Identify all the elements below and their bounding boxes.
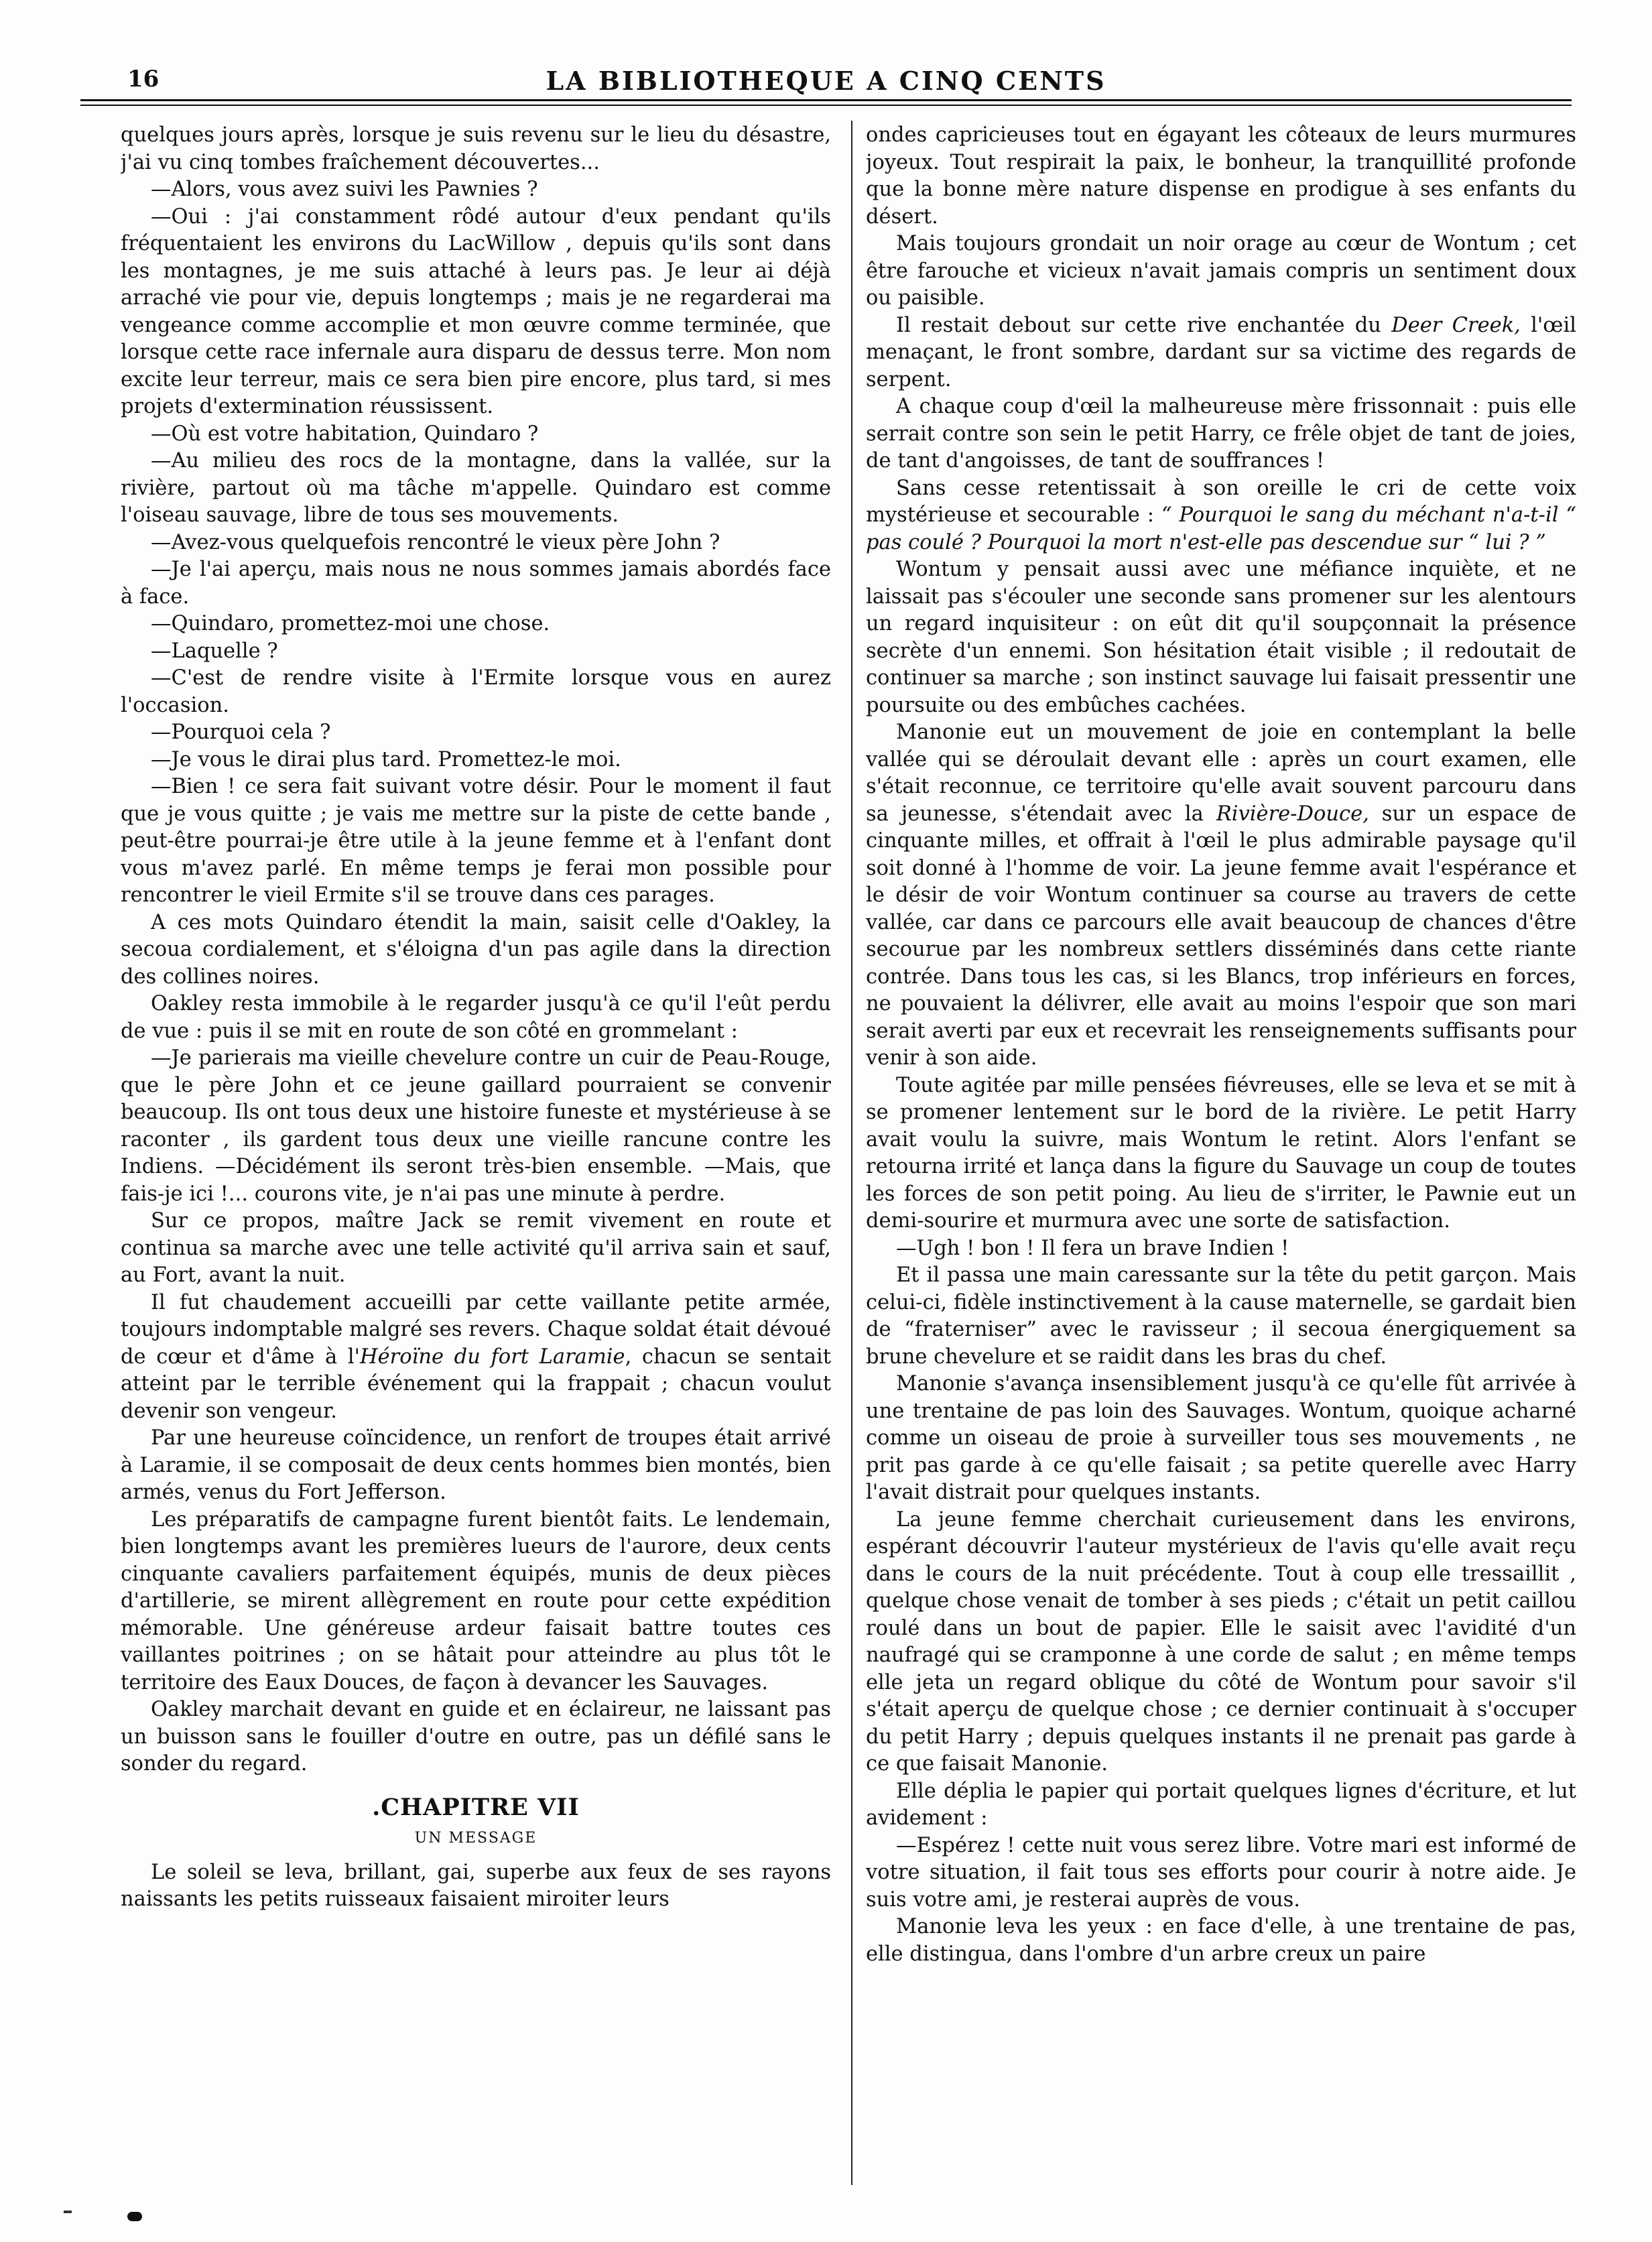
italic-place: Deer Creek, <box>1391 313 1521 337</box>
text-run: Il fut chaudement accueilli par cette vaillante petite armée, toujours indomptable malgré ses revers. Chaque soldat était dévoué de cœur et d'âme à l' <box>121 1290 831 1369</box>
paragraph: —Alors, vous avez suivi les Pawnies ? <box>151 178 538 201</box>
paragraph: A ces mots Quindaro étendit la main, saisit celle d'Oakley, la secoua cordialement, et s'éloigna d'un pas agile dans la direction des collines noires. <box>121 910 831 989</box>
text-run: Il restait debout sur cette rive enchantée du <box>896 313 1392 337</box>
paragraph <box>121 1290 831 1426</box>
paragraph: quelques jours après, lorsque je suis revenu sur le lieu du désastre, j'ai vu cinq tombes fraîchement découvertes... <box>121 123 831 174</box>
paragraph: Le soleil se leva, brillant, gai, superbe aux feux de ses rayons naissants les petits ruisseaux faisaient miroiter leurs <box>121 1860 831 1911</box>
header-rule-top <box>80 99 1572 101</box>
paragraph: Manonie leva les yeux : en face d'elle, à une trentaine de pas, elle distingua, dans l'ombre d'un arbre creux un paire <box>866 1915 1576 1966</box>
chapter-title: .CHAPITRE VII <box>372 1793 580 1821</box>
paragraph: ondes capricieuses tout en égayant les côteaux de leurs murmures joyeux. Tout respirait la paix, le bonheur, la tranquillité profonde que la bonne mère nature dispense en prodigue à ses enfants du désert. <box>866 123 1576 229</box>
page-number: 16 <box>127 66 160 92</box>
paragraph: Mais toujours grondait un noir orage au cœur de Wontum ; cet être farouche et vicieux n'avait jamais compris un sentiment doux ou paisible. <box>866 232 1576 310</box>
paragraph: La jeune femme cherchait curieusement dans les environs, espérant découvrir l'auteur mystérieux de l'avis qu'elle avait reçu dans le cours de la nuit précédente. Tout à coup elle tressaillit , quelque chose venait de tomber à ses pieds ; c'était un petit caillou roulé dans un bout de papier. Elle le saisit avec l'avidité d'un naufragé qui se cramponne à une corde de salut ; en même temps elle jeta un regard oblique du côté de Wontum pour savoir s'il s'était aperçu de quelque chose ; ce dernier continuait à s'occuper du petit Harry ; depuis quelques instants il ne prenait pas garde à ce que faisait Manonie. <box>866 1507 1576 1776</box>
paragraph: —C'est de rendre visite à l'Ermite lorsque vous en aurez l'occasion. <box>121 666 831 717</box>
italic-place: Rivière-Douce, <box>1216 802 1369 826</box>
paragraph: —Avez-vous quelquefois rencontré le vieux père John ? <box>151 530 720 554</box>
paragraph: —Je parierais ma vieille chevelure contre un cuir de Peau-Rouge, que le père John et ce jeune gaillard pourraient se convenir beaucoup. Ils ont tous deux une histoire funeste et mystérieuse à se raconter , ils gardent tous deux une vieille rancune contre les Indiens. —Décidément ils seront très-bien ensemble. —Mais, que fais-je ici !... courons vite, je n'ai pas une minute à perdre. <box>121 1046 831 1206</box>
text-run: Manonie eut un mouvement de joie en contemplant la belle vallée qui se déroulait devant elle : après un court examen, elle s'était reconnue, ce territoire qu'elle avait souvent parcouru dans sa jeunesse, s'étendait avec la <box>866 721 1576 826</box>
column-divider <box>851 121 852 2185</box>
page-header <box>80 60 1572 101</box>
italic-quote: “ Pourquoi le sang du méchant n'a-t-il “ pas coulé ? Pourquoi la mort n'est-elle pas descendue sur “ lui ? ” <box>866 503 1576 554</box>
paragraph <box>866 312 1576 394</box>
print-speck <box>64 2210 72 2213</box>
paragraph: Manonie s'avança insensiblement jusqu'à ce qu'elle fût arrivée à une trentaine de pas loin des Sauvages. Wontum, quoique acharné comme un oiseau de proie à surveiller tous ses mouvements , ne prit pas garde à ce qu'elle faisait ; sa petite querelle avec Harry l'avait distrait pour quelques instants. <box>866 1372 1576 1504</box>
italic-title: Héroïne du fort Laramie <box>359 1345 625 1369</box>
paragraph: —Oui : j'ai constamment rôdé autour d'eux pendant qu'ils fréquentaient les environs du LacWillow , depuis qu'ils sont dans les montagnes, je me suis attaché à leurs pas. Je leur ai déjà arraché vie pour vie, depuis longtemps ; mais je ne regarderai ma vengeance comme accomplie et mon œuvre comme terminée, que lorsque cette race infernale aura disparu de dessus terre. Mon nom excite leur terreur, mais ce sera bien pire encore, plus tard, si mes projets d'extermination réussissent. <box>121 204 831 418</box>
paragraph: —Bien ! ce sera fait suivant votre désir. Pour le moment il faut que je vous quitte ; je vais me mettre sur la piste de cette bande , peut-être pourrai-je être utile à la jeune femme et à l'enfant dont vous m'avez parlé. En même temps je ferai mon possible pour rencontrer le vieil Ermite s'il se trouve dans ces parages. <box>121 775 831 907</box>
ink-blot <box>127 2212 142 2221</box>
text-run: sur un espace de cinquante milles, et offrait à l'œil le plus admirable paysage qu'il soit donné à l'homme de voir. La jeune femme avait l'espérance et le désir de voir Wontum continuer sa course au travers de cette vallée, car dans ce parcours elle avait beaucoup de chances d'être secourue par les nombreux settlers disséminés dans cette riante contrée. Dans tous les cas, si les Blancs, trop inférieurs en forces, ne pouvaient la délivrer, elle avait au moins l'espoir que son mari serait averti par eux et recevrait les renseignements suffisants pour venir à son aide. <box>866 802 1576 1070</box>
paragraph: Et il passa une main caressante sur la tête du petit garçon. Mais celui-ci, fidèle instinctivement à la cause maternelle, se gardait bien de “fraterniser” avec le ravisseur ; il secoua énergiquement sa brune chevelure et se raidit dans les bras du chef. <box>866 1263 1576 1369</box>
paragraph <box>866 719 1576 1072</box>
text-run: l'œil menaçant, le front sombre, dardant sur sa victime des regards de serpent. <box>866 313 1576 391</box>
paragraph: Elle déplia le papier qui portait quelques lignes d'écriture, et lut avidement : <box>866 1779 1576 1830</box>
paragraph: A chaque coup d'œil la malheureuse mère frissonnait : puis elle serrait contre son sein le petit Harry, ce frêle objet de tant de joies, de tant d'angoisses, de tant de souffrances ! <box>866 395 1576 473</box>
text-run: , chacun se sentait atteint par le terrible événement qui la frappait ; chacun voulut devenir son vengeur. <box>121 1345 831 1423</box>
paragraph: —Laquelle ? <box>151 639 278 663</box>
paragraph: —Espérez ! cette nuit vous serez libre. Votre mari est informé de votre situation, il fait tous ses efforts pour courir à notre aide. Je suis votre ami, je resterai auprès de vous. <box>866 1833 1576 1912</box>
paragraph: Oakley resta immobile à le regarder jusqu'à ce qu'il l'eût perdu de vue : puis il se mit en route de son côté en grommelant : <box>121 992 831 1043</box>
paragraph: Oakley marchait devant en guide et en éclaireur, ne laissant pas un buisson sans le fouiller d'outre en outre, pas un défilé sans le sonder du regard. <box>121 1698 831 1776</box>
paragraph: —Pourquoi cela ? <box>151 721 331 744</box>
paragraph: Par une heureuse coïncidence, un renfort de troupes était arrivé à Laramie, il se composait de deux cents hommes bien montés, bien armés, venus du Fort Jefferson. <box>121 1426 831 1504</box>
paragraph: Sur ce propos, maître Jack se remit vivement en route et continua sa marche avec une telle activité qu'il arriva sain et sauf, au Fort, avant la nuit. <box>121 1209 831 1287</box>
paragraph: —Où est votre habitation, Quindaro ? <box>151 422 539 446</box>
left-column <box>121 122 831 2193</box>
chapter-subtitle: UN MESSAGE <box>414 1830 537 1847</box>
paragraph: Les préparatifs de campagne furent bientôt faits. Le lendemain, bien longtemps avant les premières lueurs de l'aurore, deux cents cinquante cavaliers parfaitement équipés, munis de deux pièces d'artillerie, se mirent allègrement en route pour cette expédition mémorable. Une généreuse ardeur faisait battre toutes ces vaillantes poitrines ; on se hâtait pour atteindre au plus tôt le territoire des Eaux Douces, de façon à devancer les Sauvages. <box>121 1507 831 1694</box>
paragraph: —Au milieu des rocs de la montagne, dans la vallée, sur la rivière, partout où ma tâche m'appelle. Quindaro est comme l'oiseau sauvage, libre de tous ses mouvements. <box>121 449 831 527</box>
paragraph: —Quindaro, promettez-moi une chose. <box>151 612 550 635</box>
paragraph: Wontum y pensait aussi avec une méfiance inquiète, et ne laissait pas s'écouler une seconde sans promener sur les alentours un regard inquisiteur : on eût dit qu'il soupçonnait la présence secrète d'un ennemi. Son hésitation était visible ; il redoutait de continuer sa marche ; son instinct sauvage lui faisait pressentir une poursuite ou des embûches cachées. <box>866 558 1576 717</box>
right-column <box>866 122 1576 2193</box>
paragraph <box>866 475 1576 557</box>
header-rule-bottom <box>80 105 1572 106</box>
running-title: LA BIBLIOTHEQUE A CINQ CENTS <box>546 66 1106 96</box>
paragraph: —Je vous le dirai plus tard. Promettez-le moi. <box>151 747 621 771</box>
paragraph: Toute agitée par mille pensées fiévreuses, elle se leva et se mit à se promener lentement sur le bord de la rivière. Le petit Harry avait voulu la suivre, mais Wontum le retint. Alors l'enfant se retourna irrité et lança dans la figure du Sauvage un coup de toutes les forces de son petit poing. Au lieu de s'irriter, le Pawnie eut un demi-sourire et murmura avec une sorte de satisfaction. <box>866 1073 1576 1233</box>
paragraph: —Je l'ai aperçu, mais nous ne nous sommes jamais abordés face à face. <box>121 558 831 609</box>
paragraph: —Ugh ! bon ! Il fera un brave Indien ! <box>896 1236 1289 1260</box>
text-run: Sans cesse retentissait à son oreille le cri de cette voix mystérieuse et secourable : <box>866 476 1576 527</box>
